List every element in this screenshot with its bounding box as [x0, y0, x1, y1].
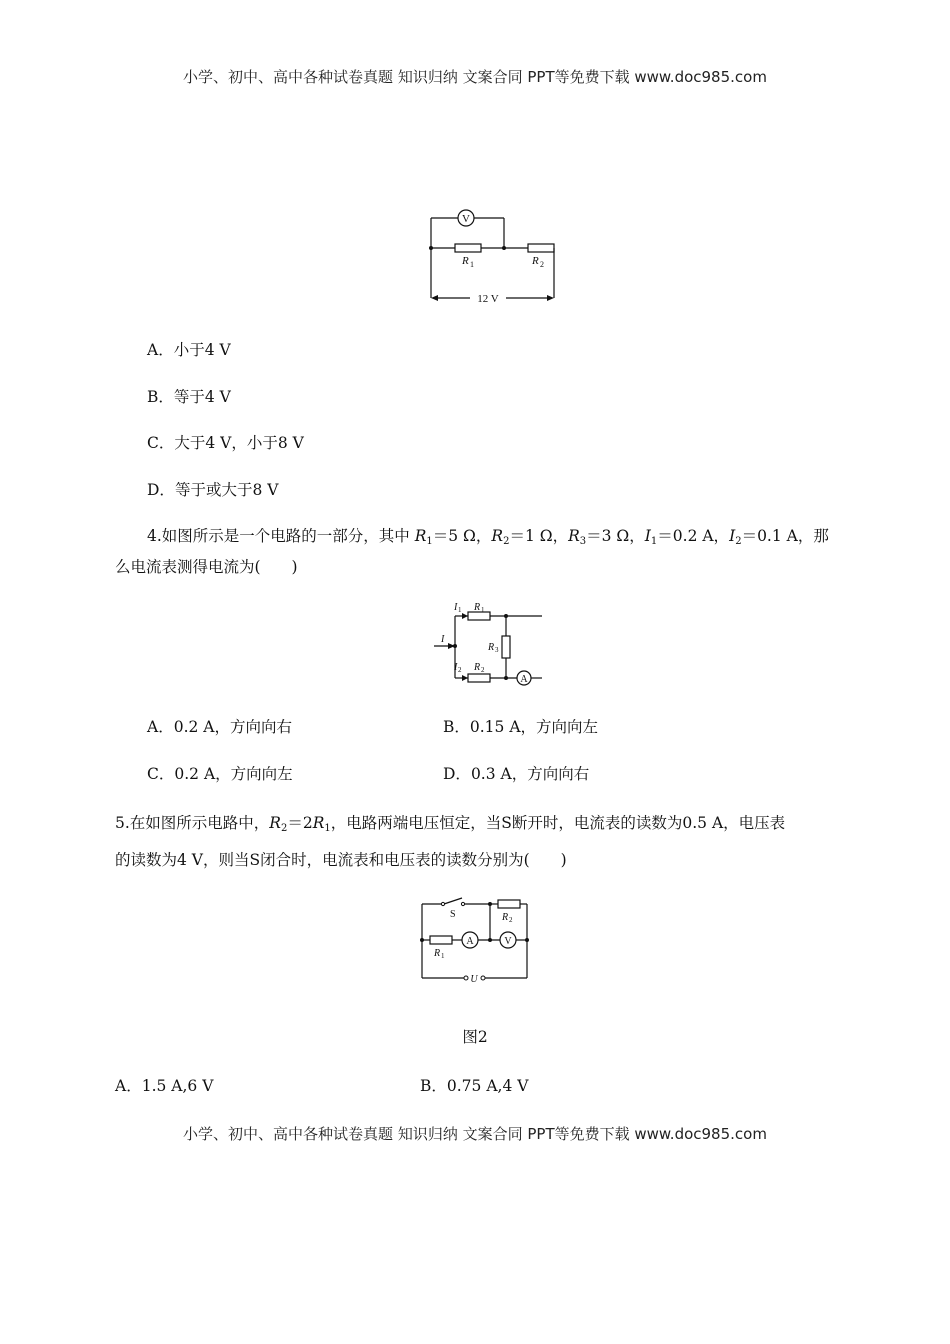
- q4-r2-label: R: [474, 662, 481, 673]
- q5-switch-label: S: [450, 909, 456, 920]
- q4-i1-label: I: [454, 602, 458, 613]
- q4-r3-label: R: [488, 642, 495, 653]
- q4-ammeter-label: A: [520, 674, 528, 685]
- circuit-figure-q4: [430, 598, 550, 690]
- q4-option-a: A．0.2 A，方向向右: [147, 718, 292, 736]
- q4-option-b: B．0.15 A，方向向左: [443, 718, 599, 736]
- svg-text:2: 2: [458, 666, 462, 674]
- q4-i-label: I: [441, 634, 445, 645]
- svg-text:3: 3: [495, 646, 499, 654]
- q5-option-b: B．0.75 A,4 V: [420, 1077, 529, 1095]
- svg-text:2: 2: [509, 916, 513, 924]
- page-footer: 小学、初中、高中各种试卷真题 知识归纳 文案合同 PPT等免费下载 www.doc985.com: [183, 1125, 767, 1143]
- q3-option-b: B．等于4 V: [147, 388, 231, 406]
- q4-stem-line-2: 么电流表测得电流为( ): [115, 558, 298, 576]
- r2-subscript: 2: [540, 260, 544, 269]
- circuit-figure-q5: [412, 892, 536, 988]
- q4-i2-label: I: [454, 662, 458, 673]
- svg-text:1: 1: [458, 606, 462, 614]
- q3-option-c: C．大于4 V，小于8 V: [147, 434, 304, 452]
- r2-label: R: [532, 255, 539, 267]
- voltmeter-label: V: [462, 213, 470, 225]
- q5-option-a: A．1.5 A,6 V: [115, 1077, 214, 1095]
- q3-option-d: D．等于或大于8 V: [147, 481, 279, 499]
- svg-text:2: 2: [481, 666, 485, 674]
- circuit-figure-1: [420, 206, 560, 308]
- page-header: 小学、初中、高中各种试卷真题 知识归纳 文案合同 PPT等免费下载 www.doc985.com: [183, 68, 767, 86]
- voltage-label: 12 V: [477, 293, 499, 305]
- svg-text:1: 1: [481, 606, 485, 614]
- q5-r2-label: R: [502, 912, 509, 923]
- q4-stem-line-1: 4.如图所示是一个电路的一部分，其中 $R_1=5$ Ω，$R_2=1$ Ω，$R_3=3$ Ω，$I_1=0.2$ A，$I_2=0.1$ A，那: [147, 527, 829, 547]
- q3-option-a: A．小于4 V: [147, 341, 231, 359]
- svg-text:1: 1: [441, 952, 445, 960]
- r1-label: R: [462, 255, 469, 267]
- figure-caption: 图2: [462, 1028, 488, 1046]
- q5-ammeter-label: A: [466, 936, 474, 947]
- q5-stem-line-2: 的读数为4 V，则当S闭合时，电流表和电压表的读数分别为( ): [115, 851, 567, 869]
- q5-stem-line-1: 5.在如图所示电路中，$R_2=2R_1$，电路两端电压恒定，当S断开时，电流表的读数为0.5 A，电压表: [115, 814, 786, 834]
- q4-option-c: C．0.2 A，方向向左: [147, 765, 293, 783]
- q4-r1-label: R: [474, 602, 481, 613]
- r1-subscript: 1: [470, 260, 474, 269]
- q4-option-d: D．0.3 A，方向向右: [443, 765, 590, 783]
- q5-r1-label: R: [434, 948, 441, 959]
- q5-u-label: U: [470, 974, 478, 985]
- q5-voltmeter-label: V: [504, 936, 512, 947]
